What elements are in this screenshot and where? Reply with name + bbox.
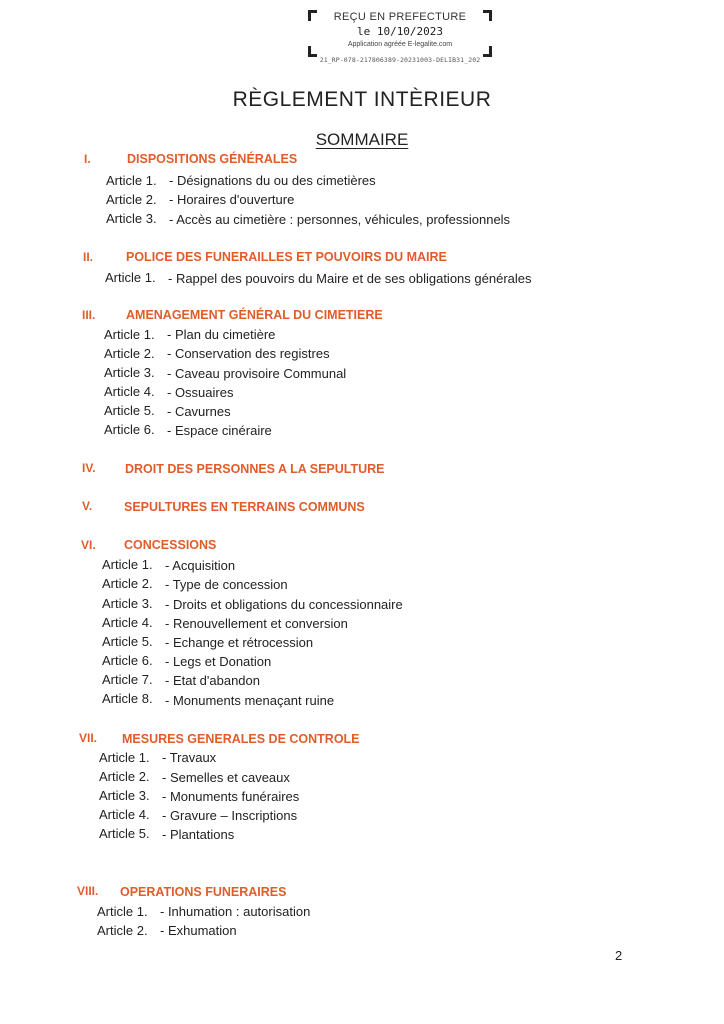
article-title: - Caveau provisoire Communal — [167, 366, 347, 381]
section-title: SEPULTURES EN TERRAINS COMMUNS — [124, 500, 365, 514]
article-label: Article 1. — [104, 327, 155, 342]
article-title: - Inhumation : autorisation — [160, 904, 311, 919]
article-label: Article 2. — [97, 923, 148, 938]
article-label: Article 5. — [104, 403, 155, 418]
article-label: Article 1. — [97, 904, 148, 919]
article-title: - Droits et obligations du concessionnaire — [165, 597, 403, 612]
article-label: Article 3. — [106, 211, 157, 226]
document-title: RÈGLEMENT INTÈRIEUR — [232, 88, 492, 111]
article-title: - Ossuaires — [167, 385, 234, 400]
article-label: Article 2. — [102, 576, 153, 591]
article-title: - Monuments funéraires — [162, 789, 300, 804]
article-label: Article 4. — [99, 807, 150, 822]
section-number: III. — [82, 308, 96, 322]
article-title: - Cavurnes — [167, 404, 231, 419]
article-title: - Acquisition — [165, 558, 236, 573]
article-label: Article 1. — [105, 270, 156, 285]
section-number: V. — [82, 499, 93, 513]
article-title: - Type de concession — [165, 577, 288, 592]
article-title: - Monuments menaçant ruine — [165, 693, 335, 708]
article-title: - Etat d'abandon — [165, 673, 260, 688]
stamp-date: le 10/10/2023 — [356, 25, 444, 38]
section-title: DROIT DES PERSONNES A LA SEPULTURE — [125, 462, 385, 476]
article-title: - Rappel des pouvoirs du Maire et de ses obligations générales — [168, 271, 532, 286]
article-label: Article 3. — [104, 365, 155, 380]
article-title: - Plan du cimetière — [167, 327, 276, 342]
article-label: Article 8. — [102, 691, 153, 706]
article-title: - Espace cinéraire — [167, 423, 272, 438]
article-title: - Désignations du ou des cimetières — [169, 173, 376, 188]
section-number: VII. — [79, 731, 98, 745]
section-title: AMENAGEMENT GÉNÉRAL DU CIMETIERE — [126, 308, 383, 322]
article-label: Article 1. — [102, 557, 153, 572]
section-number: II. — [83, 250, 94, 264]
section-title: MESURES GENERALES DE CONTROLE — [122, 732, 360, 746]
article-title: - Echange et rétrocession — [165, 635, 314, 650]
section-number: I. — [84, 152, 91, 166]
prefecture-stamp — [308, 8, 492, 56]
article-title: - Travaux — [162, 750, 217, 765]
page-number: 2 — [615, 948, 623, 963]
article-label: Article 3. — [99, 788, 150, 803]
article-label: Article 1. — [106, 173, 157, 188]
section-title: CONCESSIONS — [124, 538, 217, 552]
article-label: Article 2. — [99, 769, 150, 784]
article-title: - Conservation des registres — [167, 346, 330, 361]
article-label: Article 4. — [104, 384, 155, 399]
article-title: - Gravure – Inscriptions — [162, 808, 298, 823]
summary-heading — [0, 130, 724, 150]
article-label: Article 2. — [104, 346, 155, 361]
article-title: - Legs et Donation — [165, 654, 272, 669]
stamp-reference: 21_RP-078-217806389-20231003-DELIB31_202 — [319, 56, 481, 64]
article-label: Article 7. — [102, 672, 153, 687]
article-title: - Renouvellement et conversion — [165, 616, 348, 631]
article-title: - Horaires d'ouverture — [169, 192, 295, 207]
section-title: DISPOSITIONS GÉNÉRALES — [127, 152, 298, 166]
article-label: Article 5. — [99, 826, 150, 841]
article-title: - Semelles et caveaux — [162, 770, 290, 785]
article-label: Article 5. — [102, 634, 153, 649]
stamp-app: Application agréée E-legalite.com — [347, 41, 453, 48]
article-label: Article 2. — [106, 192, 157, 207]
section-title: POLICE DES FUNERAILLES ET POUVOIRS DU MAIRE — [126, 250, 447, 264]
stamp-title: REÇU EN PREFECTURE — [333, 11, 467, 23]
article-title: - Accès au cimetière : personnes, véhicules, professionnels — [169, 212, 511, 227]
article-label: Article 6. — [102, 653, 153, 668]
section-title: OPERATIONS FUNERAIRES — [120, 885, 287, 899]
article-title: - Exhumation — [160, 923, 237, 938]
summary-title: SOMMAIRE — [315, 130, 409, 149]
article-title: - Plantations — [162, 827, 235, 842]
section-number: IV. — [82, 461, 96, 475]
article-label: Article 6. — [104, 422, 155, 437]
section-number: VI. — [81, 538, 96, 552]
article-label: Article 1. — [99, 750, 150, 765]
section-number: VIII. — [77, 884, 99, 898]
article-label: Article 3. — [102, 596, 153, 611]
article-label: Article 4. — [102, 615, 153, 630]
